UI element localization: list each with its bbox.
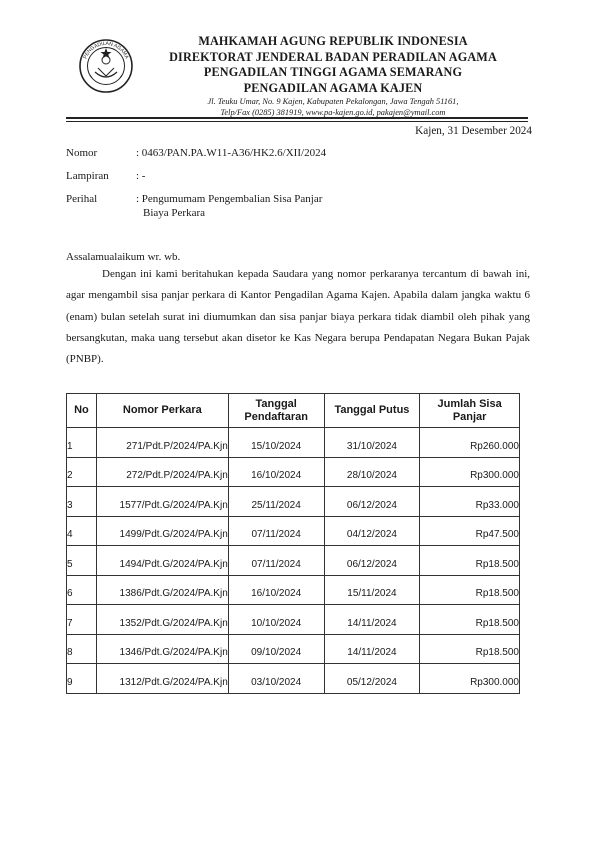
logo-lettering: PENGADILAN AGAMA [82, 40, 130, 60]
table-row [67, 546, 520, 576]
cell-tanggal-pendaftaran: 16/10/2024 [228, 457, 324, 487]
cell-no: 5 [67, 546, 97, 576]
cell-tanggal-pendaftaran: 15/10/2024 [228, 428, 324, 458]
cell-no: 3 [67, 487, 97, 517]
perihal-value-continued: Biaya Perkara [143, 207, 205, 219]
cell-jumlah-sisa: Rp18.500 [420, 575, 520, 605]
table-row [67, 457, 520, 487]
lampiran-label: Lampiran [66, 170, 109, 182]
cell-no: 1 [67, 428, 97, 458]
cell-nomor-perkara: 1577/Pdt.G/2024/PA.Kjn [96, 487, 228, 517]
court-logo [78, 38, 134, 94]
cell-jumlah-sisa: Rp47.500 [420, 516, 520, 546]
cell-tanggal-pendaftaran: 16/10/2024 [228, 575, 324, 605]
cell-no: 7 [67, 605, 97, 635]
table-row [67, 516, 520, 546]
cell-no: 4 [67, 516, 97, 546]
header-jumlah-line1: Jumlah Sisa [437, 397, 502, 410]
cell-nomor-perkara: 1499/Pdt.G/2024/PA.Kjn [96, 516, 228, 546]
cell-tanggal-putus: 04/12/2024 [324, 516, 420, 546]
perihal-value: : Pengumumam Pengembalian Sisa Panjar [136, 193, 323, 205]
cell-tanggal-pendaftaran: 25/11/2024 [228, 487, 324, 517]
cell-nomor-perkara: 1494/Pdt.G/2024/PA.Kjn [96, 546, 228, 576]
cell-tanggal-pendaftaran: 07/11/2024 [228, 546, 324, 576]
header-nomor-perkara: Nomor Perkara [96, 394, 228, 428]
letterhead-line-1: MAHKAMAH AGUNG REPUBLIK INDONESIA [198, 34, 468, 48]
cell-no: 2 [67, 457, 97, 487]
perihal-label: Perihal [66, 193, 98, 205]
table-row [67, 605, 520, 635]
cell-no: 6 [67, 575, 97, 605]
cell-tanggal-pendaftaran: 09/10/2024 [228, 634, 324, 664]
table-row [67, 428, 520, 458]
letterhead-rule-thin [66, 121, 528, 122]
nomor-label: Nomor [66, 147, 98, 159]
body-paragraph: Dengan ini kami beritahukan kepada Saudara yang nomor perkaranya tercantum di bawah ini, agar mengambil sisa panjar perkara di Kantor Pengadilan Agama Kajen. Apabila dalam jangka waktu 6 (enam) bulan setelah surat ini diumumkan dan sisa panjar biaya perkara tidak diambil oleh pihak yang bersangkutan, maka uang tersebut akan disetor ke Kas Negara berupa Pendapatan Negara Bukan Pajak (PNBP). [66, 268, 530, 366]
table-row [67, 575, 520, 605]
letterhead [128, 34, 538, 118]
cell-no: 8 [67, 634, 97, 664]
table-row [67, 634, 520, 664]
header-jumlah-line2: Panjar [452, 410, 487, 423]
cell-nomor-perkara: 271/Pdt.P/2024/PA.Kjn [96, 428, 228, 458]
letterhead-line-2: DIREKTORAT JENDERAL BADAN PERADILAN AGAMA [169, 49, 497, 64]
cell-tanggal-pendaftaran: 10/10/2024 [228, 605, 324, 635]
letterhead-line-3: PENGADILAN TINGGI AGAMA SEMARANG [203, 65, 463, 79]
cell-jumlah-sisa: Rp300.000 [420, 664, 520, 694]
cell-jumlah-sisa: Rp18.500 [420, 634, 520, 664]
letterhead-address: Jl. Teuku Umar, No. 9 Kajen, Kabupaten Pekalongan, Jawa Tengah 51161, [207, 97, 459, 106]
table-header-row [67, 394, 520, 428]
header-no: No [67, 394, 97, 428]
header-tanggal-pendaftaran [228, 394, 324, 428]
cell-nomor-perkara: 1346/Pdt.G/2024/PA.Kjn [96, 634, 228, 664]
cell-jumlah-sisa: Rp300.000 [420, 457, 520, 487]
cell-tanggal-putus: 15/11/2024 [324, 575, 420, 605]
cell-tanggal-putus: 14/11/2024 [324, 634, 420, 664]
cell-nomor-perkara: 1352/Pdt.G/2024/PA.Kjn [96, 605, 228, 635]
header-tanggal-pendaftaran-line1: Tanggal [255, 397, 297, 410]
header-tanggal-pendaftaran-line2: Pendaftaran [244, 410, 308, 423]
cell-nomor-perkara: 272/Pdt.P/2024/PA.Kjn [96, 457, 228, 487]
header-tanggal-putus: Tanggal Putus [324, 394, 420, 428]
letterhead-contact: Telp/Fax (0285) 381919, www.pa-kajen.go.id, pakajen@ymail.com [220, 108, 446, 117]
header-jumlah-sisa [420, 394, 520, 428]
cell-tanggal-pendaftaran: 07/11/2024 [228, 516, 324, 546]
nomor-value: : 0463/PAN.PA.W11-A36/HK2.6/XII/2024 [136, 147, 327, 159]
cell-nomor-perkara: 1312/Pdt.G/2024/PA.Kjn [96, 664, 228, 694]
greeting: Assalamualaikum wr. wb. [66, 251, 181, 263]
cell-tanggal-putus: 31/10/2024 [324, 428, 420, 458]
lampiran-value: : - [136, 170, 146, 182]
refund-table [66, 393, 520, 694]
letterhead-line-4: PENGADILAN AGAMA KAJEN [243, 80, 423, 95]
cell-tanggal-putus: 28/10/2024 [324, 457, 420, 487]
cell-jumlah-sisa: Rp260.000 [420, 428, 520, 458]
table-row [67, 664, 520, 694]
cell-jumlah-sisa: Rp33.000 [420, 487, 520, 517]
cell-nomor-perkara: 1386/Pdt.G/2024/PA.Kjn [96, 575, 228, 605]
cell-tanggal-putus: 06/12/2024 [324, 487, 420, 517]
cell-no: 9 [67, 664, 97, 694]
table-row [67, 487, 520, 517]
cell-tanggal-pendaftaran: 03/10/2024 [228, 664, 324, 694]
cell-tanggal-putus: 06/12/2024 [324, 546, 420, 576]
cell-tanggal-putus: 14/11/2024 [324, 605, 420, 635]
letterhead-rule-thick [66, 117, 528, 119]
cell-jumlah-sisa: Rp18.500 [420, 546, 520, 576]
cell-jumlah-sisa: Rp18.500 [420, 605, 520, 635]
letter-date: Kajen, 31 Desember 2024 [415, 125, 532, 137]
cell-tanggal-putus: 05/12/2024 [324, 664, 420, 694]
